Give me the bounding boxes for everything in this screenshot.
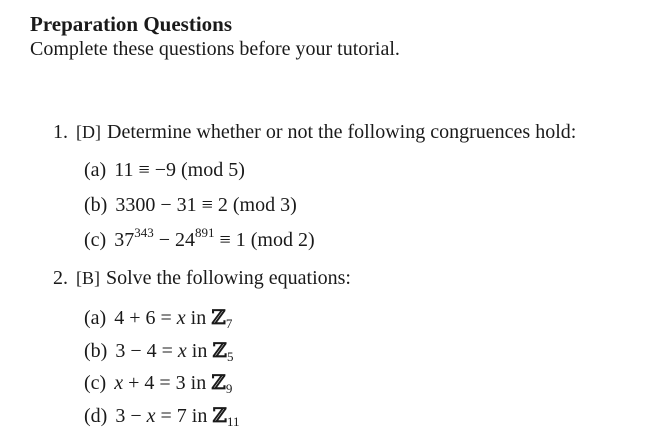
part-math (114, 225, 315, 251)
difficulty-tag: [B] (76, 268, 100, 288)
part-label: (b) (84, 340, 108, 362)
integers-mod-symbol: ℤ (212, 338, 227, 362)
question-1-part-c (84, 225, 315, 252)
question-number: 2. (53, 267, 68, 289)
modulus-subscript: 11 (226, 414, 240, 429)
part-label: (b) (84, 194, 108, 216)
part-label: (c) (84, 372, 107, 394)
difficulty-tag: [D] (76, 122, 101, 142)
question-1-part-b (84, 193, 297, 217)
question-2-part-a (84, 305, 232, 330)
page-subtitle: Complete these questions before your tutorial. (30, 38, 400, 60)
part-math: 4 + 6 = x in (114, 307, 212, 329)
part-math: 3 − x = 7 in (115, 405, 213, 427)
modulus-subscript: 7 (225, 316, 233, 331)
part-label: (a) (84, 307, 107, 329)
integers-mod-symbol: ℤ (212, 403, 227, 427)
base-1: 37 (114, 229, 135, 251)
part-math: 11 ≡ −9 (mod 5) (114, 159, 245, 181)
base-2: 24 (174, 229, 195, 251)
page-title: Preparation Questions (30, 12, 233, 36)
question-number: 1. (53, 121, 68, 143)
question-1-part-a (84, 158, 245, 182)
question-2 (53, 266, 351, 290)
integers-mod-symbol: ℤ (211, 370, 226, 394)
question-text: Solve the following equations: (106, 267, 351, 289)
question-2-part-c (84, 370, 232, 395)
modulus-subscript: 9 (225, 381, 233, 396)
question-2-part-b (84, 338, 233, 363)
question-text: Determine whether or not the following congruences hold: (107, 121, 577, 143)
part-label: (a) (84, 159, 107, 181)
question-2-part-d (84, 403, 239, 428)
part-math: x + 4 = 3 in (114, 372, 212, 394)
part-label: (d) (84, 405, 108, 427)
modulus-subscript: 5 (226, 349, 234, 364)
variable-x: x (177, 340, 187, 362)
part-math: 3 − 4 = x in (115, 340, 213, 362)
exponent-1: 343 (134, 225, 154, 240)
part-label: (c) (84, 229, 107, 251)
integers-mod-symbol: ℤ (211, 305, 226, 329)
question-1 (53, 120, 576, 144)
variable-x: x (114, 372, 124, 394)
congruence-tail: ≡ 1 (mod 2) (214, 229, 315, 251)
variable-x: x (176, 307, 186, 329)
part-math: 3300 − 31 ≡ 2 (mod 3) (115, 194, 297, 216)
exponent-2: 891 (194, 225, 215, 240)
variable-x: x (146, 405, 156, 427)
minus-sign: − (153, 229, 175, 251)
